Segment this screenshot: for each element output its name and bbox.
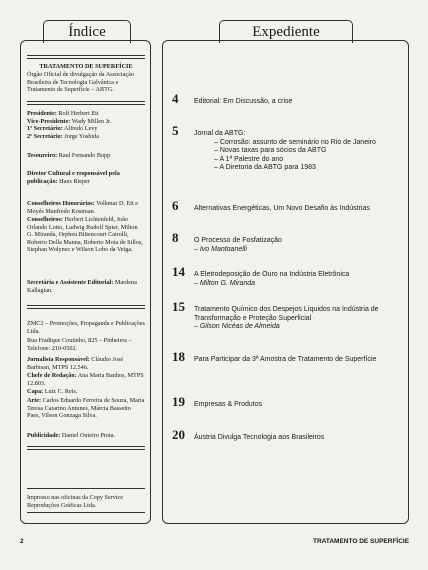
folio-number: 2 bbox=[20, 538, 24, 545]
entry-title: Jornal da ABTG: bbox=[194, 130, 246, 137]
publisher: ZMC2 – Promoções, Propaganda e Publicações Ltda. bbox=[27, 320, 145, 335]
board-member: 2º Secretário: Jorge Yoshida bbox=[27, 132, 99, 140]
divider bbox=[27, 101, 145, 105]
divider bbox=[27, 446, 145, 450]
entry-subitem: – A Diretoria da ABTG para 1983 bbox=[214, 164, 316, 171]
address: Rua Fradique Coutinho, 825 – Pinheiros – Telefone: 210-0502. bbox=[27, 337, 132, 352]
cover-credit: Capa: Luiz C. Reis. bbox=[27, 388, 78, 395]
divider bbox=[27, 55, 145, 59]
page-number: 18 bbox=[172, 349, 185, 364]
cultural-director: Diretor Cultural e responsável pela publicação: Hans Rieper bbox=[27, 170, 120, 185]
treasurer: Tesoureiro: Raul Fernando Bopp bbox=[27, 152, 111, 159]
page-number: 19 bbox=[172, 394, 185, 409]
art-credit: Arte: Carlos Eduardo Ferreira de Souza, Maria Teresa Catarino Antunes, Márcia Bassetto Paes, Vilson Gonzaga Silva. bbox=[27, 397, 145, 420]
entry-subitem: – Corrosão: assunto de seminário no Rio de Janeiro bbox=[214, 138, 376, 146]
divider bbox=[27, 512, 145, 513]
expediente-tab-label: Expediente bbox=[252, 24, 320, 40]
advertising-credit: Publicidade: Daniel Outeiro Prota. bbox=[27, 432, 116, 439]
entry-subitem: – Novas taxas para sócios da ABTG bbox=[214, 147, 327, 154]
printer-note: Impresso nas oficinas da Copy Service Reproduções Gráficas Ltda. bbox=[27, 494, 124, 509]
entry-subitem: – A 1ª Palestre do ano bbox=[214, 155, 284, 163]
org-title: TRATAMENTO DE SUPERFÍCIE bbox=[39, 63, 133, 70]
page-number: 14 bbox=[172, 264, 185, 279]
entry-author: – Ivo Mantoanelli bbox=[194, 245, 247, 253]
entry-author: – Gilson Nicéas de Almeida bbox=[194, 323, 280, 330]
entry-title: Áustria Divulga Tecnologia aos Brasileiros bbox=[194, 434, 325, 441]
board-member: 1º Secretário: Alfredo Levy bbox=[27, 125, 98, 133]
entry-title: Editorial: Em Discussão, a crise bbox=[194, 98, 293, 105]
entry-title: O Processo de Fosfatização bbox=[194, 237, 282, 244]
page-number: 6 bbox=[172, 198, 179, 213]
honorary-councillors: Conselheiros Honorários: Volkmar D. Ett e Moyés Manfredo Kostman. bbox=[27, 200, 139, 215]
entry-title: Empresas & Produtos bbox=[194, 401, 263, 408]
councillors: Conselheiros: Herbert Lichtenfeld, João Orlando Lotto, Ludwig Rudolf Spier, Milton G. Miranda, Orpheu Bittencourt Cairolli, Roberto Della Manna, Roberto Mota de Sillos, Stephan Wolynec e Wilson Lobo da Veiga. bbox=[27, 216, 143, 254]
page-number: 8 bbox=[172, 230, 179, 245]
entry-title: A Eletrodeposição de Ouro na Indústria Eletrônica bbox=[194, 271, 350, 278]
board-member: Vice-Presidente: Wady Millen Jr. bbox=[27, 117, 112, 125]
divider bbox=[27, 305, 145, 309]
page-number: 5 bbox=[172, 123, 179, 138]
divider bbox=[27, 488, 145, 489]
org-description: Órgão Oficial de divulgação da Associação Brasileira de Tecnologia Galvânica e Tratamento de Superfície – ABTG. bbox=[27, 71, 134, 94]
chief-editor: Chefe de Redação: Ana Maria Banhos, MTPS 12.803. bbox=[27, 372, 144, 387]
index-tab-label: Índice bbox=[68, 24, 106, 40]
running-footer: TRATAMENTO DE SUPERFÍCIE bbox=[313, 538, 410, 545]
board-member: Presidente: Rolf Herbert Ett bbox=[27, 110, 99, 117]
entry-title: Para Participar da 3ª Amostra de Tratamento de Superfície bbox=[194, 356, 377, 363]
entry-title: Tratamento Químico dos Despejos Líquidos na Indústria de Transformação e Proteção Superficial bbox=[194, 306, 379, 322]
editorial-secretary: Secretária e Assistente Editorial: Mardena Kallagian. bbox=[27, 279, 137, 294]
entry-author: – Milton G. Miranda bbox=[194, 279, 256, 287]
journalist: Jornalista Responsável: Cláudio José Barbisan, MTPS 12.546. bbox=[27, 356, 124, 371]
page-number: 15 bbox=[172, 299, 185, 314]
entry-title: Alternativas Energéticas, Um Novo Desafio às Indústrias bbox=[194, 205, 370, 212]
board-list bbox=[27, 110, 145, 140]
page-number: 20 bbox=[172, 427, 185, 442]
credits-panel bbox=[20, 40, 151, 524]
page-number: 4 bbox=[172, 91, 179, 106]
